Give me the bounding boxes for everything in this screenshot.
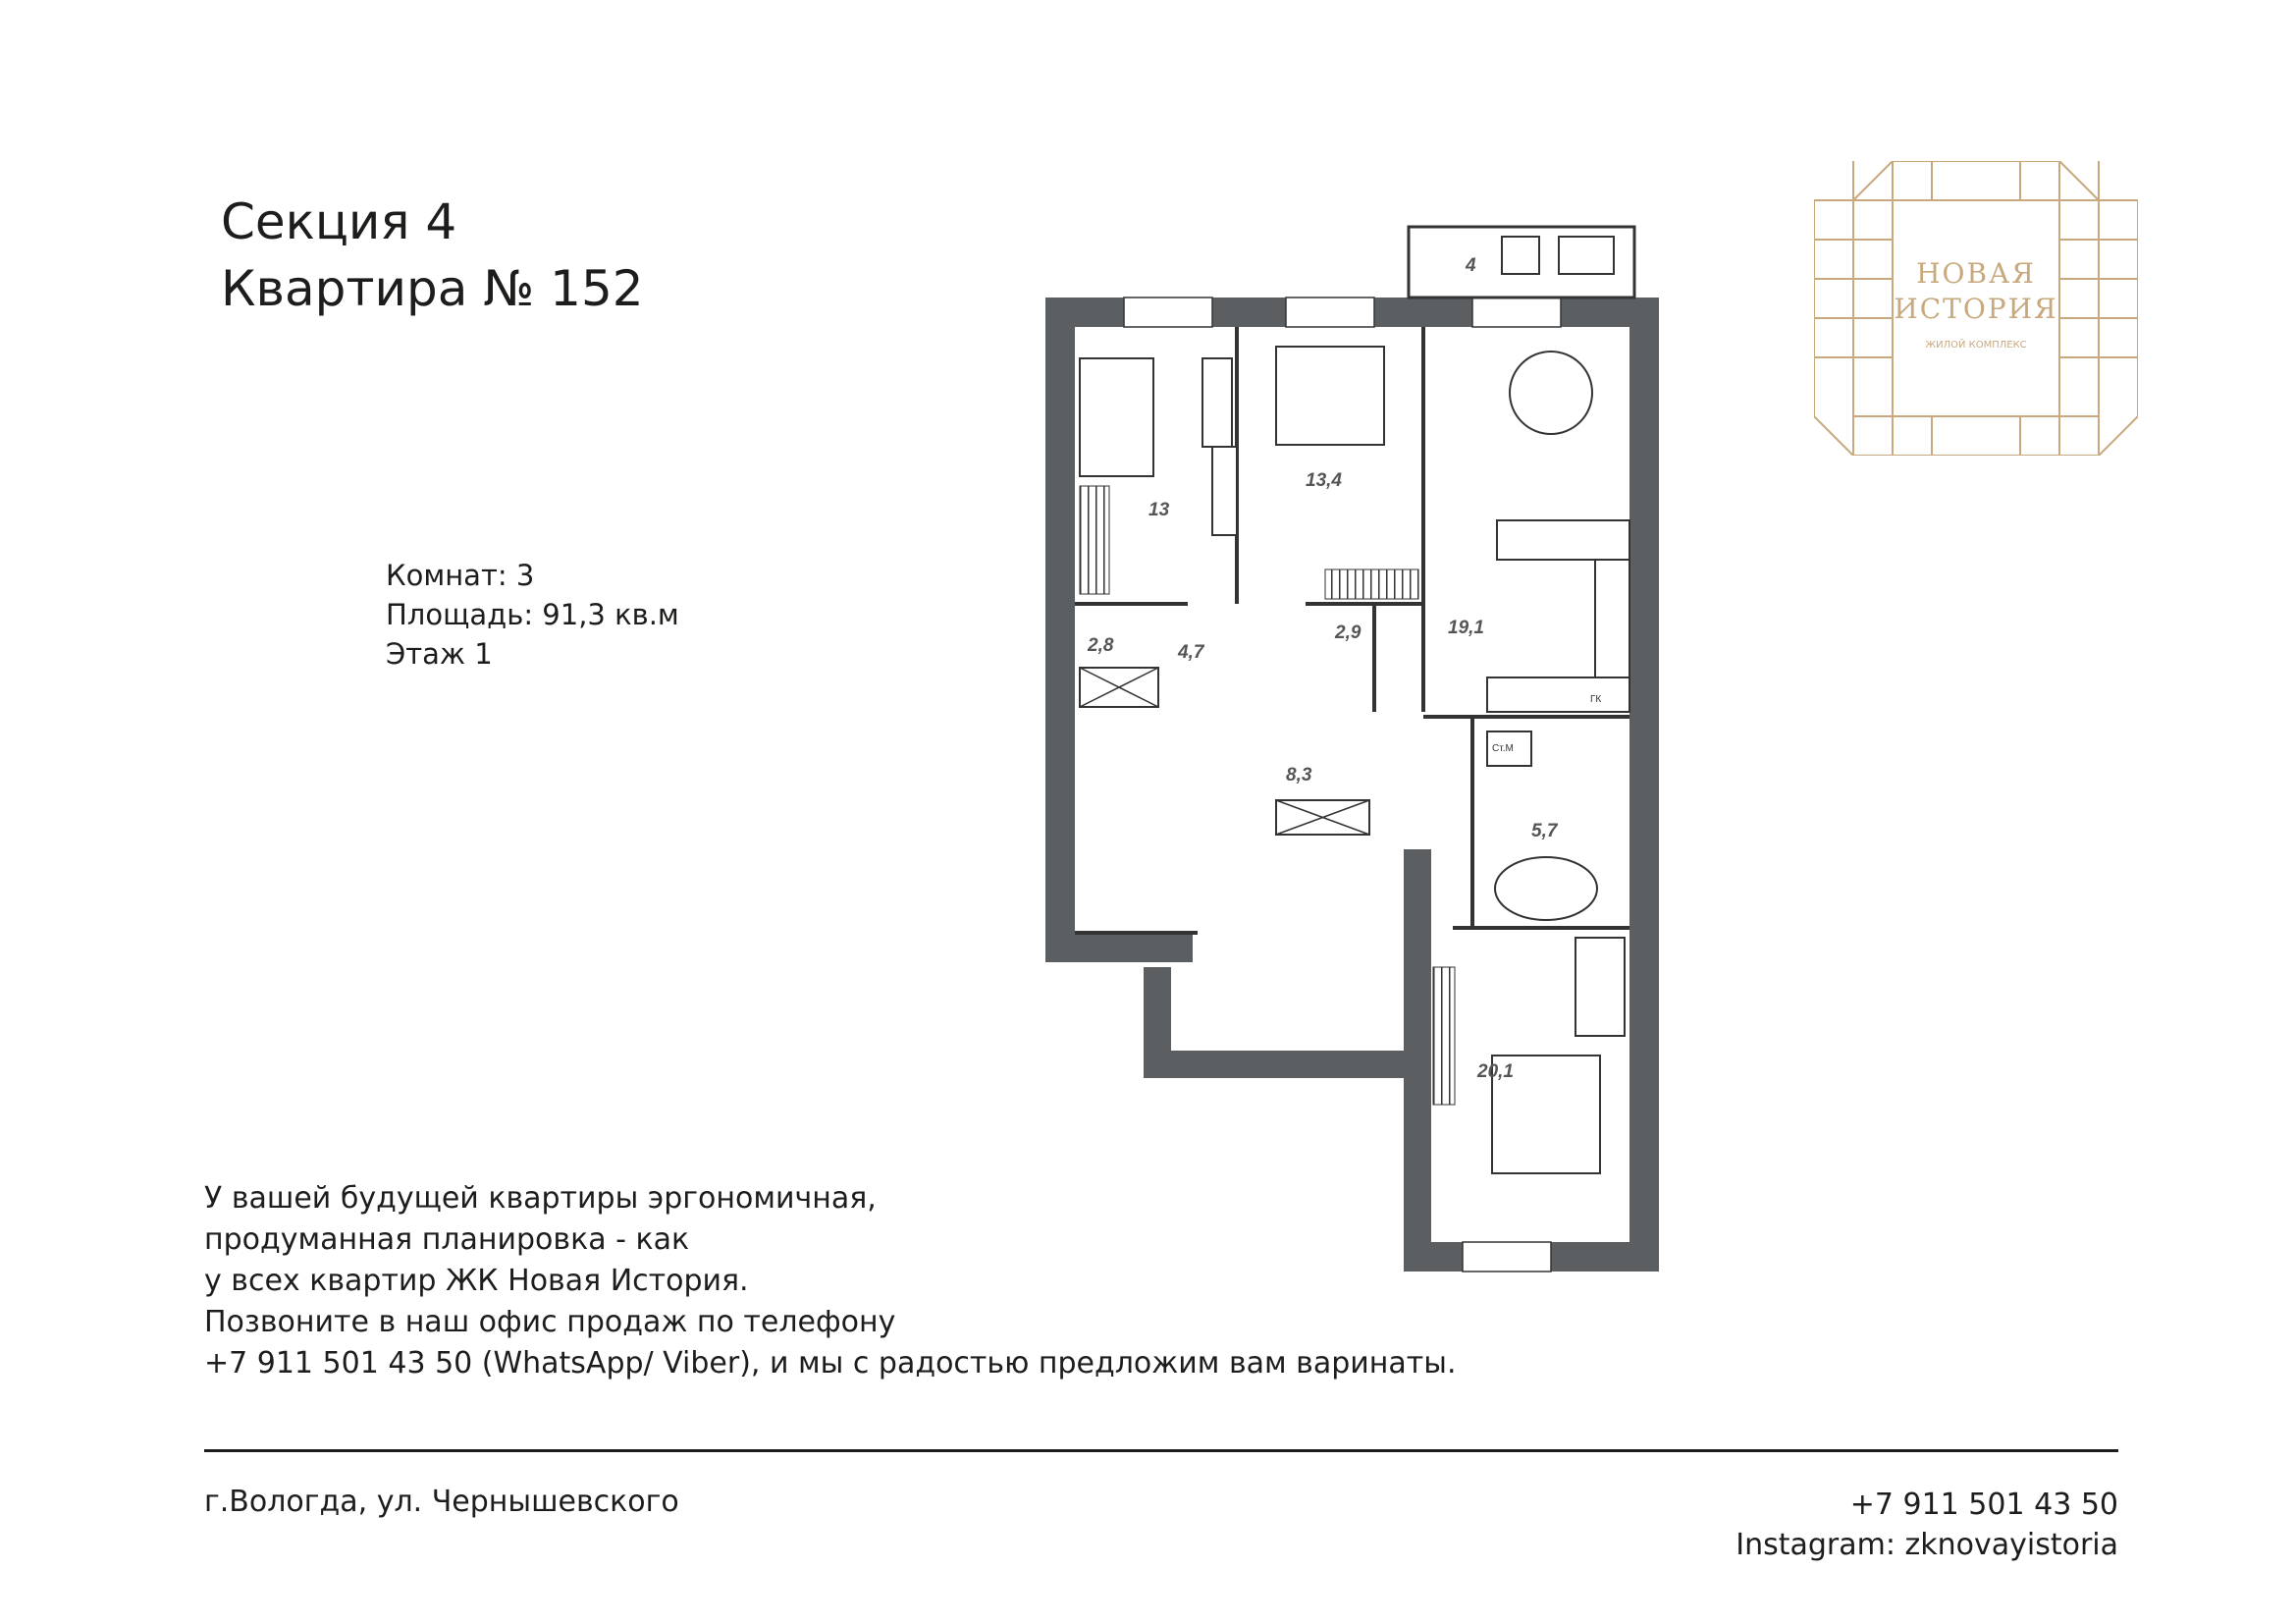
- description-line: +7 911 501 43 50 (WhatsApp/ Viber), и мы с радостью предложим вам варинаты.: [204, 1346, 1457, 1380]
- total-area: Площадь: 91,3 кв.м: [386, 598, 679, 631]
- description-line: продуманная планировка - как: [204, 1222, 690, 1257]
- room-area-living-kitchen: 19,1: [1448, 618, 1484, 638]
- logo-line-1: НОВАЯ: [1916, 257, 2036, 290]
- apartment-number: Квартира № 152: [221, 260, 644, 317]
- address: г.Вологда, ул. Чернышевского: [204, 1485, 679, 1519]
- footer-divider: [204, 1449, 2118, 1452]
- washer-label: Ст.М: [1492, 743, 1514, 754]
- logo-tagline: ЖИЛОЙ КОМПЛЕКС: [1925, 340, 2027, 351]
- room-area-corridor: 4,7: [1178, 642, 1204, 663]
- room-area-hall: 8,3: [1286, 765, 1312, 785]
- room-area-balcony: 4: [1466, 255, 1476, 276]
- contacts: [1735, 1485, 2118, 1565]
- phone-link[interactable]: +7 911 501 43 50: [1849, 1488, 2118, 1522]
- description: [204, 1178, 1456, 1384]
- apartment-specs: [386, 556, 679, 674]
- rooms-count: Комнат: 3: [386, 559, 535, 592]
- description-line: Позвоните в наш офис продаж по телефону: [204, 1305, 896, 1339]
- apartment-title: [221, 189, 644, 322]
- room-area-wc: 2,9: [1335, 623, 1362, 643]
- room-area-bedroom-2: 13,4: [1306, 470, 1342, 491]
- instagram-link[interactable]: Instagram: zknovayistoria: [1735, 1528, 2118, 1562]
- logo-line-2: ИСТОРИЯ: [1894, 293, 2058, 325]
- room-area-bedroom-3: 20,1: [1477, 1061, 1514, 1082]
- logo: [1814, 161, 2138, 456]
- description-line: У вашей будущей квартиры эргономичная,: [204, 1181, 877, 1216]
- floor-plan: [1041, 221, 1669, 1281]
- gas-boiler-label: ГК: [1590, 694, 1602, 705]
- room-area-storage: 2,8: [1088, 635, 1114, 656]
- floor-number: Этаж 1: [386, 637, 493, 671]
- section-title: Секция 4: [221, 193, 457, 250]
- description-line: у всех квартир ЖК Новая История.: [204, 1264, 749, 1298]
- room-area-bathroom: 5,7: [1531, 821, 1558, 841]
- room-area-bedroom-1: 13: [1148, 500, 1170, 520]
